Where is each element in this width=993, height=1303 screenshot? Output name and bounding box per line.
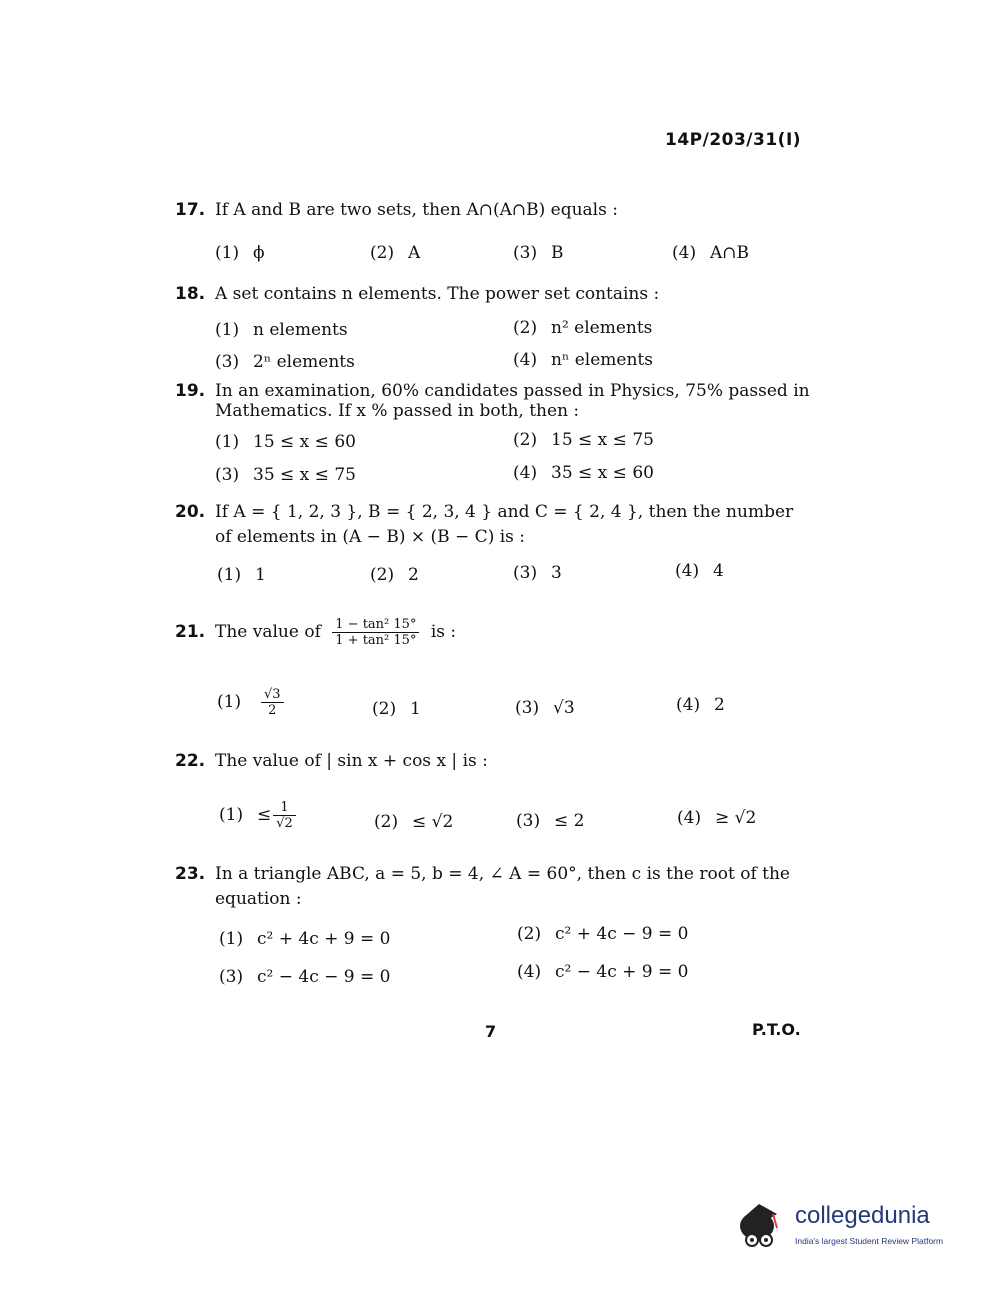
question-20: [175, 500, 815, 550]
q17-option-1: (1) ϕ: [215, 243, 265, 263]
q18-option-4: (4) nⁿ elements: [513, 350, 653, 370]
q18-option-2: (2) n² elements: [513, 318, 653, 338]
q21-option-2: (2) 1: [372, 699, 421, 719]
q18-option-1: (1) n elements: [215, 320, 348, 340]
page-number: 7: [485, 1022, 497, 1041]
q20-option-2: (2) 2: [370, 565, 419, 585]
q23-option-4: (4) c² − 4c + 9 = 0: [517, 962, 689, 982]
question-number: 23.: [175, 864, 206, 884]
q17-option-2: (2) A: [370, 243, 421, 263]
q23-option-1: (1) c² + 4c + 9 = 0: [219, 929, 391, 949]
fraction: $\frac{\text{1 − tan² 15°}}{\text{1 + tan² 15°}}$: [332, 617, 419, 648]
question-text: If A and B are two sets, then A∩(A∩B) equals :: [215, 200, 618, 220]
question-number: 17.: [175, 200, 206, 220]
q23-option-3: (3) c² − 4c − 9 = 0: [219, 967, 391, 987]
q22-option-4: (4) ≥ √2: [677, 808, 757, 828]
q17-option-4: (4) A∩B: [672, 243, 750, 263]
question-text: In a triangle ABC, a = 5, b = 4, ∠ A = 60°, then c is the root of the equation :: [215, 864, 790, 909]
fraction: $\frac{√3}{2}$: [261, 687, 284, 718]
pto-label: P.T.O.: [752, 1020, 801, 1039]
question-number: 18.: [175, 284, 206, 304]
question-18: [175, 284, 815, 304]
question-number: 20.: [175, 502, 206, 522]
q18-option-3: (3) 2ⁿ elements: [215, 352, 355, 372]
question-21: 21. The value of $\frac{\text{1 − tan² 15°}}{\text{1 + tan² 15°}}$ is :: [175, 612, 815, 652]
question-number: 21.: [175, 622, 206, 642]
question-text: The value of: [215, 622, 321, 642]
q21-option-1: (1) $\frac{√3}{2}$: [217, 687, 290, 718]
question-22: [175, 751, 815, 771]
question-number: 22.: [175, 751, 206, 771]
q21-option-3: (3) √3: [515, 698, 575, 718]
q20-option-1: (1) 1: [217, 565, 266, 585]
paper-code: 14P/203/31(I): [665, 130, 802, 150]
question-17: [175, 200, 815, 220]
q23-option-2: (2) c² + 4c − 9 = 0: [517, 924, 689, 944]
question-text: If A = { 1, 2, 3 }, B = { 2, 3, 4 } and C = { 2, 4 }, then the number of elements in (A − B) × (B − C) is :: [215, 502, 794, 547]
question-text: In an examination, 60% candidates passed in Physics, 75% passed in Mathematics. If x % passed in both, then :: [215, 381, 810, 421]
brand-tagline: India's largest Student Review Platform: [795, 1236, 944, 1246]
brand-name: collegedunia: [795, 1202, 930, 1229]
fraction: $\frac{1}{√2}$: [273, 800, 296, 831]
q19-option-4: (4) 35 ≤ x ≤ 60: [513, 463, 654, 483]
q17-option-3: (3) B: [513, 243, 564, 263]
q21-option-4: (4) 2: [676, 695, 725, 715]
q22-option-1: (1) ≤ $\frac{1}{√2}$: [219, 800, 302, 831]
q19-option-1: (1) 15 ≤ x ≤ 60: [215, 432, 356, 452]
q20-option-3: (3) 3: [513, 563, 562, 583]
q20-option-4: (4) 4: [675, 561, 724, 581]
question-number: 19.: [175, 381, 206, 401]
question-23: [175, 862, 815, 912]
q22-option-2: (2) ≤ √2: [374, 812, 454, 832]
question-text: The value of | sin x + cos x | is :: [215, 751, 488, 771]
q22-option-3: (3) ≤ 2: [516, 811, 585, 831]
collegedunia-logo[interactable]: [733, 1196, 963, 1256]
q19-option-2: (2) 15 ≤ x ≤ 75: [513, 430, 654, 450]
mascot-icon: [733, 1196, 793, 1256]
q19-option-3: (3) 35 ≤ x ≤ 75: [215, 465, 356, 485]
question-text: A set contains n elements. The power set contains :: [215, 284, 660, 304]
question-19: [175, 381, 815, 421]
